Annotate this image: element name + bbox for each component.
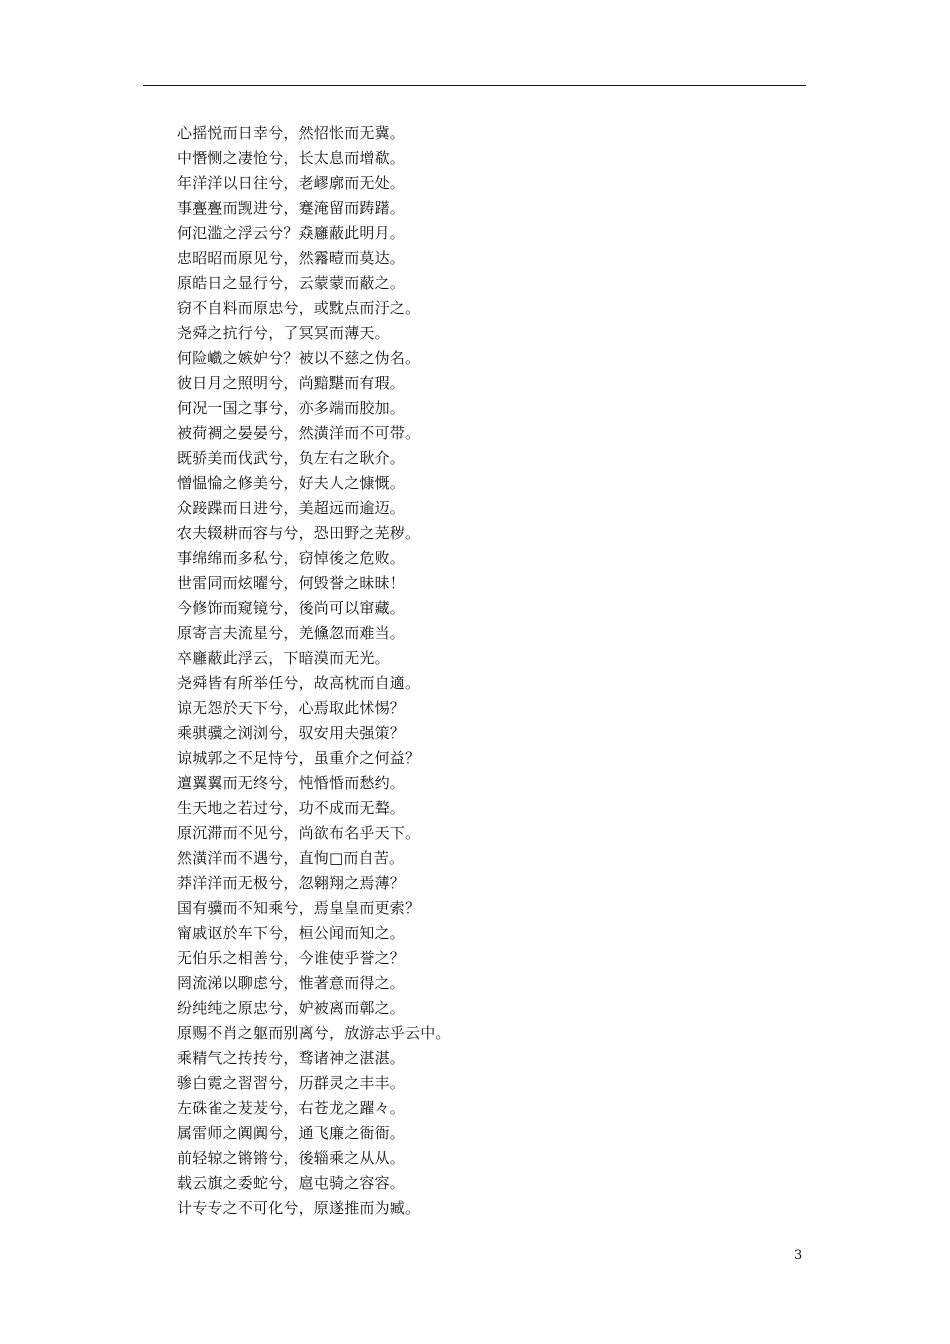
poem-line: 被荷裯之晏晏兮，然潢洋而不可带。 xyxy=(177,424,421,442)
poem-line: 彼日月之照明兮，尚黯黮而有瑕。 xyxy=(177,374,406,392)
poem-line: 何险巇之嫉妒兮？被以不慈之伪名。 xyxy=(177,349,421,367)
poem-line: 前轻辌之锵锵兮，後辎乘之从从。 xyxy=(177,1149,406,1167)
poem-line: 卒廱蔽此浮云，下暗漠而无光。 xyxy=(177,649,390,667)
poem-line: 农夫辍耕而容与兮，恐田野之芜秽。 xyxy=(177,524,421,542)
poem-line: 原皓日之显行兮，云蒙蒙而蔽之。 xyxy=(177,274,406,292)
poem-line: 邅翼翼而无终兮，忳惛惛而愁约。 xyxy=(177,774,406,792)
poem-line: 中憯恻之凄怆兮，长太息而增欷。 xyxy=(177,149,406,167)
poem-line: 众踥蹀而日进兮，美超远而逾迈。 xyxy=(177,499,406,517)
poem-line: 事绵绵而多私兮，窃悼後之危败。 xyxy=(177,549,406,567)
poem-line: 原寄言夫流星兮，羌儵忽而难当。 xyxy=(177,624,406,642)
poem-line: 尧舜之抗行兮，了冥冥而薄天。 xyxy=(177,324,390,342)
poem-line: 既骄美而伐武兮，负左右之耿介。 xyxy=(177,449,406,467)
poem-line: 世雷同而炫曜兮，何毁誉之昧昧！ xyxy=(177,574,406,592)
poem-line: 生天地之若过兮，功不成而无聱。 xyxy=(177,799,406,817)
poem-line: 纷纯纯之原忠兮，妒被离而鄣之。 xyxy=(177,999,406,1017)
poem-line: 左硃雀之茇茇兮，右苍龙之躍々。 xyxy=(177,1099,406,1117)
page-number: 3 xyxy=(794,1248,803,1263)
poem-line: 事亹亹而觊进兮，蹇淹留而踌躇。 xyxy=(177,199,406,217)
poem-line: 甯戚讴於车下兮，桓公闻而知之。 xyxy=(177,924,406,942)
poem-line: 国有骥而不知乘兮，焉皇皇而更索？ xyxy=(177,899,421,917)
poem-line: 乘精气之抟抟兮，骛诸神之湛湛。 xyxy=(177,1049,406,1067)
poem-line: 谅城郭之不足恃兮，虽重介之何益？ xyxy=(177,749,421,767)
poem-line: 窃不自料而原忠兮，或黕点而汙之。 xyxy=(177,299,421,317)
poem-line: 心摇悦而日幸兮，然怊怅而无冀。 xyxy=(177,124,406,142)
poem-line: 何氾滥之浮云兮？猋廱蔽此明月。 xyxy=(177,224,406,242)
poem-line: 尧舜皆有所举任兮，故高枕而自適。 xyxy=(177,674,421,692)
poem-line: 憎愠惀之修美兮，好夫人之慷慨。 xyxy=(177,474,406,492)
poem-line: 载云旗之委蛇兮，扈屯骑之容容。 xyxy=(177,1174,406,1192)
poem-line: 罔流涕以聊虑兮，惟著意而得之。 xyxy=(177,974,406,992)
poem-line: 谅无怨於天下兮，心焉取此怵惕？ xyxy=(177,699,406,717)
poem-line: 乘骐骥之浏浏兮，驭安用夫强策？ xyxy=(177,724,406,742)
poem-line: 原赐不肖之躯而别离兮，放游志乎云中。 xyxy=(177,1024,451,1042)
poem-line: 今修饰而窥镜兮，後尚可以窜藏。 xyxy=(177,599,406,617)
poem-line: 然潢洋而不遇兮，直怐□而自苦。 xyxy=(177,849,405,867)
header-rule xyxy=(143,85,806,86)
poem-line: 计专专之不可化兮，原遂推而为臧。 xyxy=(177,1199,421,1217)
poem-line: 莽洋洋而无极兮，忽翱翔之焉薄？ xyxy=(177,874,406,892)
poem-line: 属雷师之阗阗兮，通飞廉之衙衙。 xyxy=(177,1124,406,1142)
poem-text xyxy=(177,121,777,1221)
poem-line: 骖白霓之習習兮，历群灵之丰丰。 xyxy=(177,1074,406,1092)
poem-line: 原沉滞而不见兮，尚欲布名乎天下。 xyxy=(177,824,421,842)
poem-line: 无伯乐之相善兮，今谁使乎誉之？ xyxy=(177,949,406,967)
poem-line: 何况一国之事兮，亦多端而胶加。 xyxy=(177,399,406,417)
poem-line: 年洋洋以日往兮，老嵺廓而无处。 xyxy=(177,174,406,192)
poem-line: 忠昭昭而原见兮，然霿曀而莫达。 xyxy=(177,249,406,267)
